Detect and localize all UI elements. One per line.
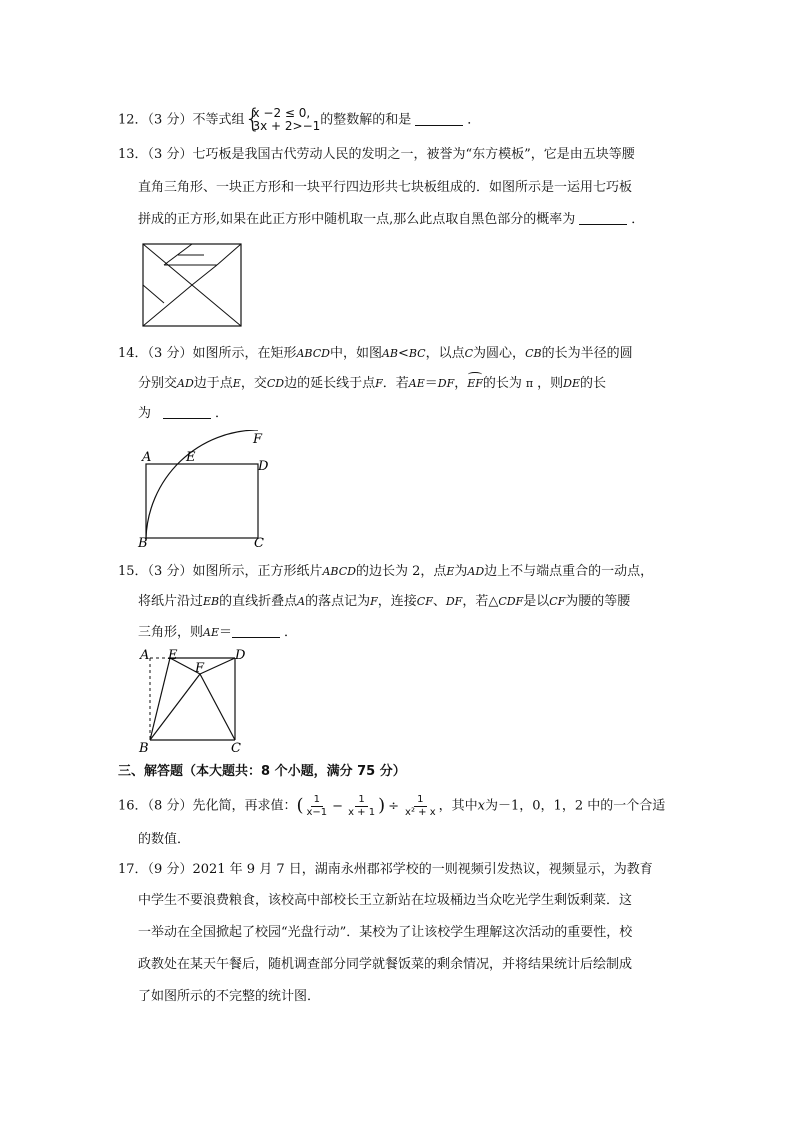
q12-text-pre: 不等式组 xyxy=(192,112,245,128)
q13-line-2: 直角三角形、一块正方形和一块平行四边形共七块板组成的．如图所示是一运用七巧板 xyxy=(138,180,633,195)
q13-line-3: 拼成的正方形,如果在此正方形中随机取一点,那么此点取自黑色部分的概率为 ． xyxy=(138,212,645,227)
label-F: F xyxy=(195,661,205,676)
label-E: E xyxy=(186,450,196,465)
q12-text-post: 的整数解的和是 xyxy=(320,112,412,128)
q12-score: （3 分） xyxy=(147,112,193,128)
q15-line-2: 将纸片沿过EB的直线折叠点A的落点记为F，连接CF、DF，若△CDF是以CF为腰的等腰 xyxy=(138,594,631,609)
q14-line-3: 为 ． xyxy=(138,406,229,421)
q13-score: （3 分） xyxy=(147,147,193,162)
q14-answer-blank[interactable] xyxy=(163,405,211,419)
q15-answer-blank[interactable] xyxy=(232,624,280,638)
square-fold-figure xyxy=(136,644,256,756)
label-C: C xyxy=(231,741,241,756)
rectangle-arc-figure xyxy=(136,430,276,548)
label-D: D xyxy=(258,459,269,474)
q12-line: 12．（3 分）不等式组 { x −2 ≤ 0, 3x + 2>−1 的整数解的和是 ． xyxy=(118,104,481,134)
inequality-system: { x −2 ≤ 0, 3x + 2>−1 xyxy=(244,104,321,134)
inequality-1: x −2 ≤ 0, xyxy=(252,106,311,120)
q17-line-4: 政教处在某天午餐后，随机调查部分同学就餐饭菜的剩余情况，并将结果统计后绘制成 xyxy=(138,957,633,972)
q17-line-3: 一举动在全国掀起了校园“光盘行动”．某校为了让该校学生理解这次活动的重要性，校 xyxy=(138,925,633,940)
q16-line-2: 的数值． xyxy=(138,832,191,847)
q13-answer-blank[interactable] xyxy=(579,211,627,225)
q12-answer-blank[interactable] xyxy=(415,112,463,126)
q13-text-3: 拼成的正方形,如果在此正方形中随机取一点,那么此点取自黑色部分的概率为 xyxy=(138,212,576,227)
fraction-2: $\frac{1}{x + 1}$ xyxy=(348,793,376,818)
label-F: F xyxy=(253,432,263,447)
label-C: C xyxy=(254,536,264,548)
fraction-1: $\frac{1}{x-1}$ xyxy=(306,793,328,818)
label-E: E xyxy=(168,648,178,663)
tangram-figure xyxy=(142,243,242,327)
section-heading: 三、解答题（本大题共：8 个小题，满分 75 分） xyxy=(118,764,406,779)
q17-line-5: 了如图所示的不完整的统计图． xyxy=(138,989,321,1004)
label-A: A xyxy=(140,648,150,663)
label-A: A xyxy=(142,450,152,465)
label-B: B xyxy=(138,536,148,548)
q17-line-2: 中学生不要浪费粮食，该校高中部校长王立新站在垃圾桶边当众吃光学生剩饭剩菜．这 xyxy=(138,893,633,908)
q15-line-1: 15．（3 分）如图所示，正方形纸片ABCD的边长为 2，点E为AD边上不与端点重合的一动点， xyxy=(118,564,654,579)
label-B: B xyxy=(139,741,149,756)
q17-line-1: 17．（9 分）2021 年 9 月 7 日，湖南永州郡祁学校的一则视频引发热议，视频显示，为教育 xyxy=(118,862,653,877)
arc-ef-label: EF xyxy=(467,375,483,393)
q14-line-2: 分别交AD边于点E，交CD边的延长线于点F．若AE＝DF，EF的长为 π ，则DE的长 xyxy=(138,376,607,391)
q13-text-1: 七巧板是我国古代劳动人民的发明之一，被誉为“东方模板”，它是由五块等腰 xyxy=(192,147,635,162)
q12-number: 12． xyxy=(118,112,148,128)
inequality-2: 3x + 2>−1 xyxy=(252,119,321,133)
fraction-3: $\frac{1}{\text{x² + x}}$ xyxy=(405,793,436,818)
q14-line-1: 14．（3 分）如图所示，在矩形ABCD中，如图AB<BC，以点C为圆心，CB的长为半径的圆 xyxy=(118,346,633,361)
label-D: D xyxy=(235,648,246,663)
q16-line-1: 16．（8 分）先化简，再求值：( $\frac{1}{x-1}$ − $\frac{1}{x + 1}$ ) ÷ $\frac{1}{\text{x² + x}}$ ，其中x为－1，0，1，2 中的一个合适 xyxy=(118,793,666,818)
pi-symbol: π xyxy=(525,377,534,390)
q15-line-3: 三角形，则AE＝ ． xyxy=(138,625,298,640)
q13-number: 13． xyxy=(118,147,148,162)
q13-line-1 xyxy=(118,146,635,164)
